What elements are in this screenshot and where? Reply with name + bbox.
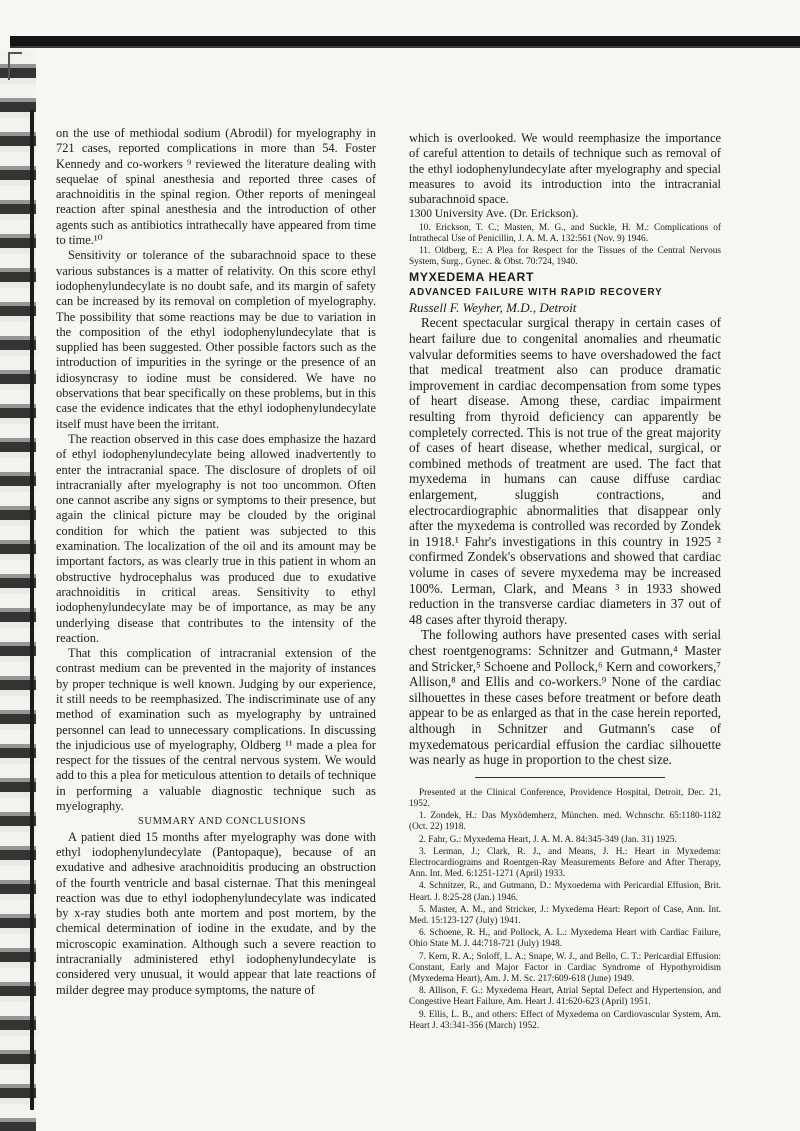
scan-corner-mark bbox=[8, 52, 22, 80]
footnote-list bbox=[409, 788, 721, 1032]
footnote-item: 8. Allison, F. G.: Myxedema Heart, Atrial Septal Defect and Hypertension, and Congestive Heart Failure, Am. Heart J. 41:620-623 (April) 1951. bbox=[409, 986, 721, 1008]
footnote-item: 5. Master, A. M., and Stricker, J.: Myxedema Heart: Report of Case, Ann. Int. Med. 15:123-127 (July) 1941. bbox=[409, 904, 721, 926]
author-byline: Russell F. Weyher, M.D., Detroit bbox=[409, 300, 577, 316]
footnote-item: 2. Fahr, G.: Myxedema Heart, J. A. M. A. 84:345-349 (Jan. 31) 1925. bbox=[419, 834, 677, 845]
article-body bbox=[409, 315, 721, 767]
footnote-item: 6. Schoene, R. H., and Pollock, A. L.: Myxedema Heart with Cardiac Failure, Ohio State M. J. 44:718-721 (July) 1948. bbox=[409, 928, 721, 950]
paragraph: on the use of methiodal sodium (Abrodil) for myelography in 721 cases, reported complications in more than 54. Foster Kennedy and co-workers ⁹ reviewed the literature dealing with sequelae of spinal anesthesia and reported three cases of arachnoiditis in the spinal region. Other reports of meningeal reaction after spinal anesthesia and the introduction of other agents such as antibiotics intrathecally have appeared from time to time.¹⁰ bbox=[56, 126, 376, 248]
paragraph: The reaction observed in this case does emphasize the hazard of ethyl iodophenylundecylate being allowed inadvertently to enter the intracranial space. The disclosure of droplets of oil intracranially after myelography is not too uncommon. Often one cannot ascribe any signs or symptoms to their presence, but again the clinical picture may be clouded by the original condition for which the patient was subjected to this examination. The localization of the oil and its amount may be important factors, as was clearly true in this patient in whom an obstructive hydrocephalus was produced due to exudative arachnoiditis in critical areas. Sensitivity to ethyl iodophenylundecylate may be of importance, as may be any underlying disease that contributes to the intensity of the reaction. bbox=[56, 431, 376, 645]
footnote-divider bbox=[475, 777, 665, 778]
reference-item: 11. Oldberg, E.: A Plea for Respect for the Tissues of the Central Nervous System, Surg., Gynec. & Obst. 70:724, 1940. bbox=[409, 246, 721, 268]
paragraph: The following authors have presented cases with serial chest roentgenograms: Schnitzer and Gutmann,⁴ Master and Stricker,⁵ Schoene and Pollock,⁶ Kern and coworkers,⁷ Allison,⁸ and Ellis and co-workers.⁹ None of the cardiac silhouettes in these cases before treatment or before death appear to be as enlarged as that in the case herein reported, although in Schnitzer and Gutmann's case of myxedematous pericardial effusion the cardiac silhouette was nearly as huge in proportion to the chest size. bbox=[409, 627, 721, 768]
paragraph: A patient died 15 months after myelography was done with ethyl iodophenylundecylate (Pantopaque), because of an exudative and adhesive arachnoiditis producing an obstruction of the fourth ventricle and basal cisternae. That this meningeal reaction was due to ethyl iodophenylundecylate was indicated by x-ray studies both ante mortem and post mortem, by the chemical determination of iodine in the exudate, and by the microscopic examination. Although such a severe reaction to intracranially administered ethyl iodophenylundecylate is considered very unusual, it would appear that late reactions of milder degree may produce symptoms, the nature of bbox=[56, 829, 376, 997]
footnote-item: Presented at the Clinical Conference, Providence Hospital, Detroit, Dec. 21, 1952. bbox=[409, 787, 721, 809]
footnote-item: 9. Ellis, L. B., and others: Effect of Myxedema on Cardiovascular System, Am. Heart J. 43:341-356 (March) 1952. bbox=[409, 1009, 721, 1031]
reference-list bbox=[409, 223, 721, 269]
author-address: 1300 University Ave. (Dr. Erickson). bbox=[409, 208, 579, 221]
scan-binding-edge bbox=[30, 110, 34, 1110]
left-column bbox=[56, 126, 376, 998]
footnote-item: 7. Kern, R. A.; Soloff, L. A.; Snape, W. J., and Bello, C. T.: Pericardial Effusion: Constant, Early and Major Factor in Cardiac Syndrome of Hypothyroidism (Myxedema Heart), Am. J. M. Sc. 217:609-618 (June) 1949. bbox=[409, 951, 721, 984]
right-column bbox=[409, 131, 721, 1033]
section-heading: SUMMARY AND CONCLUSIONS bbox=[137, 816, 307, 828]
paragraph: which is overlooked. We would reemphasize the importance of careful attention to details of technique such as removal of the ethyl iodophenylundecylate after myelography and special measures to avoid its introduction into the intracranial subarachnoid space. bbox=[409, 131, 721, 207]
footnote-item: 4. Schnitzer, R., and Gutmann, D.: Myxoedema with Pericardial Effusion, Brit. Heart. J. 8:25-28 (Jan.) 1946. bbox=[409, 881, 721, 903]
paragraph: That this complication of intracranial extension of the contrast medium can be prevented in the majority of instances by proper technique is well known. Judging by our experience, it still needs to be reemphasized. The indiscriminate use of any method of examination such as myelography by untrained personnel can lead to unnecessary complications. In discussing the injudicious use of myelography, Oldberg ¹¹ made a plea for respect for the tissues of the central nervous system. We would add to this a plea for meticulous attention to details of technique in performing a valuable diagnostic technique such as myelography. bbox=[56, 646, 376, 814]
paragraph: Recent spectacular surgical therapy in certain cases of heart failure due to congenital anomalies and rheumatic valvular deformities seems to have overshadowed the fact that medical treatment also can produce dramatic improvement in cardiac decompensation from some types of heart disease. Among these, cardiac impairment resulting from thyroid deficiency can apparently be completely corrected. This is not true of the great majority of cases of heart disease, whether medical, surgical, or combined methods of treatment are used. The fact that myxedema in humans can cause diffuse cardiac enlargement, sluggish contractions, and electrocardiographic abnormalities that disappear only after the myxedema is controlled was recorded by Zondek in 1918.¹ Fahr's investigations in this country in 1925 ² confirmed Zondek's observations and showed that cardiac volume in cases of severe myxedema may be increased 100%. Lerman, Clark, and Means ³ in 1933 showed reduction in the transverse cardiac diameters in 37 out of 48 cases after thyroid therapy. bbox=[409, 315, 721, 627]
footnote-item: 3. Lerman, J.; Clark, R. J., and Means, J. H.: Heart in Myxedema: Electrocardiograms and Roentgen-Ray Measurements Before and After Therapy, Ann. Int. Med. 6:1251-1271 (April) 1933. bbox=[409, 846, 721, 880]
reference-item: 10. Erickson, T. C.; Masten, M. G., and Suckle, H. M.: Complications of Intrathecal Use of Penicillin, J. A. M. A. 132:561 (Nov. 9) 1946. bbox=[409, 222, 721, 244]
scan-top-bar bbox=[10, 36, 800, 48]
footnote-item: 1. Zondek, H.: Das Myxödemherz, München. med. Wchnschr. 65:1180-1182 (Oct. 22) 1918. bbox=[409, 811, 721, 833]
paragraph: Sensitivity or tolerance of the subarachnoid space to these various substances is a matter of relativity. On this score ethyl iodophenylundecylate is no doubt safe, and its margin of safety can be increased by its removal on completion of myelography. The possibility that some reactions may be due to variation in the composition of the ethyl iodophenylundecylate that is supplied has been suggested. Other possible factors such as the introduction of impurities in the syringe or the presence of an idiosyncrasy to iodine must be considered. We have no observations that bear specifically on these problems, but in this case the evidence indicates that the ethyl iodophenylundecylate itself must have been the irritant. bbox=[56, 248, 376, 431]
article-title: MYXEDEMA HEART bbox=[409, 269, 535, 284]
article-subtitle: ADVANCED FAILURE WITH RAPID RECOVERY bbox=[409, 286, 663, 298]
